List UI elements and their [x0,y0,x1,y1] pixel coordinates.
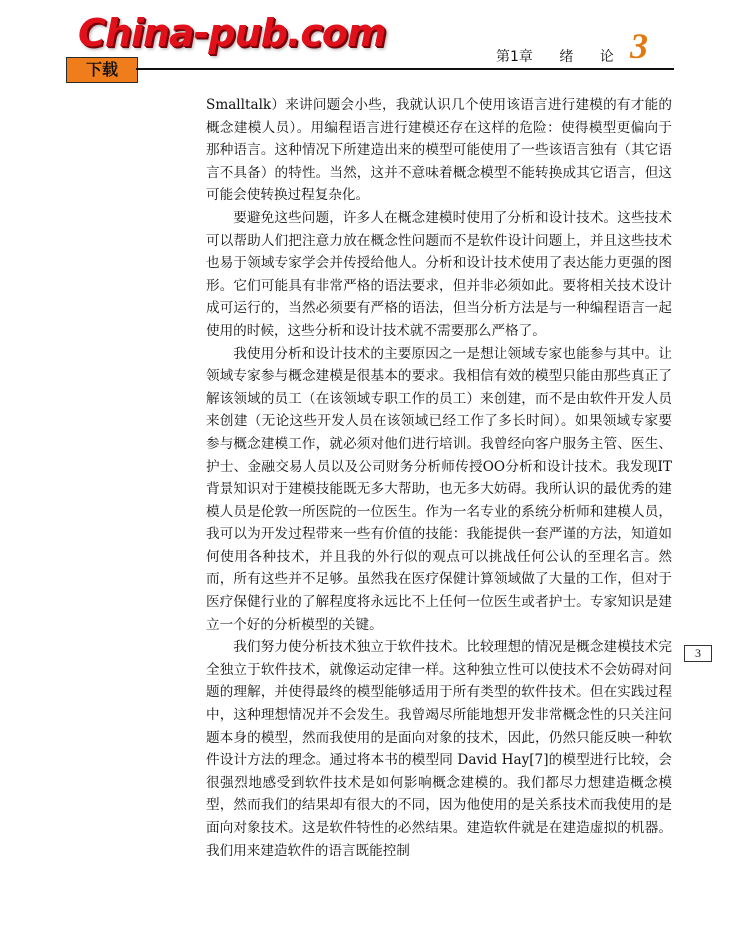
body-text [206,94,672,862]
paragraph: 我们努力使分析技术独立于软件技术。比较理想的情况是概念建模技术完全独立于软件技术，就像运动定律一样。这种独立性可以使技术不会妨碍对问题的理解，并使得最终的模型能够适用于所有类型的软件技术。但在实践过程中，这种理想情况并不会发生。我曾竭尽所能地想开发非常概念性的只关注问题本身的模型，然而我使用的是面向对象的技术，因此，仍然只能反映一种软件设计方法的理念。通过将本书的模型同 David Hay[7]的模型进行比较，会很强烈地感受到软件技术是如何影响概念建模的。我们都尽力想建造概念模型，然而我们的结果却有很大的不同，因为他使用的是关系技术而我使用的是面向对象技术。这是软件特性的必然结果。建造软件就是在建造虚拟的机器。我们用来建造软件的语言既能控制 [206,639,672,859]
margin-page-number: 3 [684,645,712,662]
header-rule [136,68,674,70]
download-banner[interactable]: 下载 [66,57,138,83]
paragraph: 要避免这些问题，许多人在概念建模时使用了分析和设计技术。这些技术可以帮助人们把注意力放在概念性问题而不是软件设计问题上，并且这些技术也易于领域专家学会并传授给他人。分析和设计技术使用了表达能力更强的图形。它们可能具有非常严格的语法要求，但并非必须如此。要将相关技术设计成可运行的，当然必须要有严格的语法，但当分析方法是与一种编程语言一起使用的时候，这些分析和设计技术就不需要那么严格了。 [206,209,672,339]
china-pub-logo[interactable]: China-pub.com [78,11,386,55]
page-number-large: 3 [630,26,648,66]
paragraph: Smalltalk）来讲问题会小些，我就认识几个使用该语言进行建模的有才能的概念建模人员）。用编程语言进行建模还存在这样的危险：使得模型更偏向于那种语言。这种情况下所建造出来的模型可能使用了一些该语言独有（其它语言不具备）的特性。当然，这并不意味着概念模型不能转换成其它语言，但这可能会使转换过程复杂化。 [206,97,672,204]
paragraph: 我使用分析和设计技术的主要原因之一是想让领域专家也能参与其中。让领域专家参与概念建模是很基本的要求。我相信有效的模型只能由那些真正了解该领域的员工（在该领域专职工作的员工）来创建，而不是由软件开发人员来创建（无论这些开发人员在该领域已经工作了多长时间）。如果领域专家要参与概念建模工作，就必须对他们进行培训。我曾经向客户服务主管、医生、护士、金融交易人员以及公司财务分析师传授OO分析和设计技术。我发现IT背景知识对于建模技能既无多大帮助，也无多大妨碍。我所认识的最优秀的建模人员是伦敦一所医院的一位医生。作为一名专业的系统分析师和建模人员，我可以为开发过程带来一些有价值的技能：我能提供一套严谨的方法，知道如何使用各种技术，并且我的外行似的观点可以挑战任何公认的至理名言。然而，所有这些并不足够。虽然我在医疗保健计算领域做了大量的工作，但对于医疗保健行业的了解程度将永远比不上任何一位医生或者护士。专家知识是建立一个好的分析模型的关键。 [206,345,672,633]
chapter-title: 第1章 绪 论 [496,49,614,65]
